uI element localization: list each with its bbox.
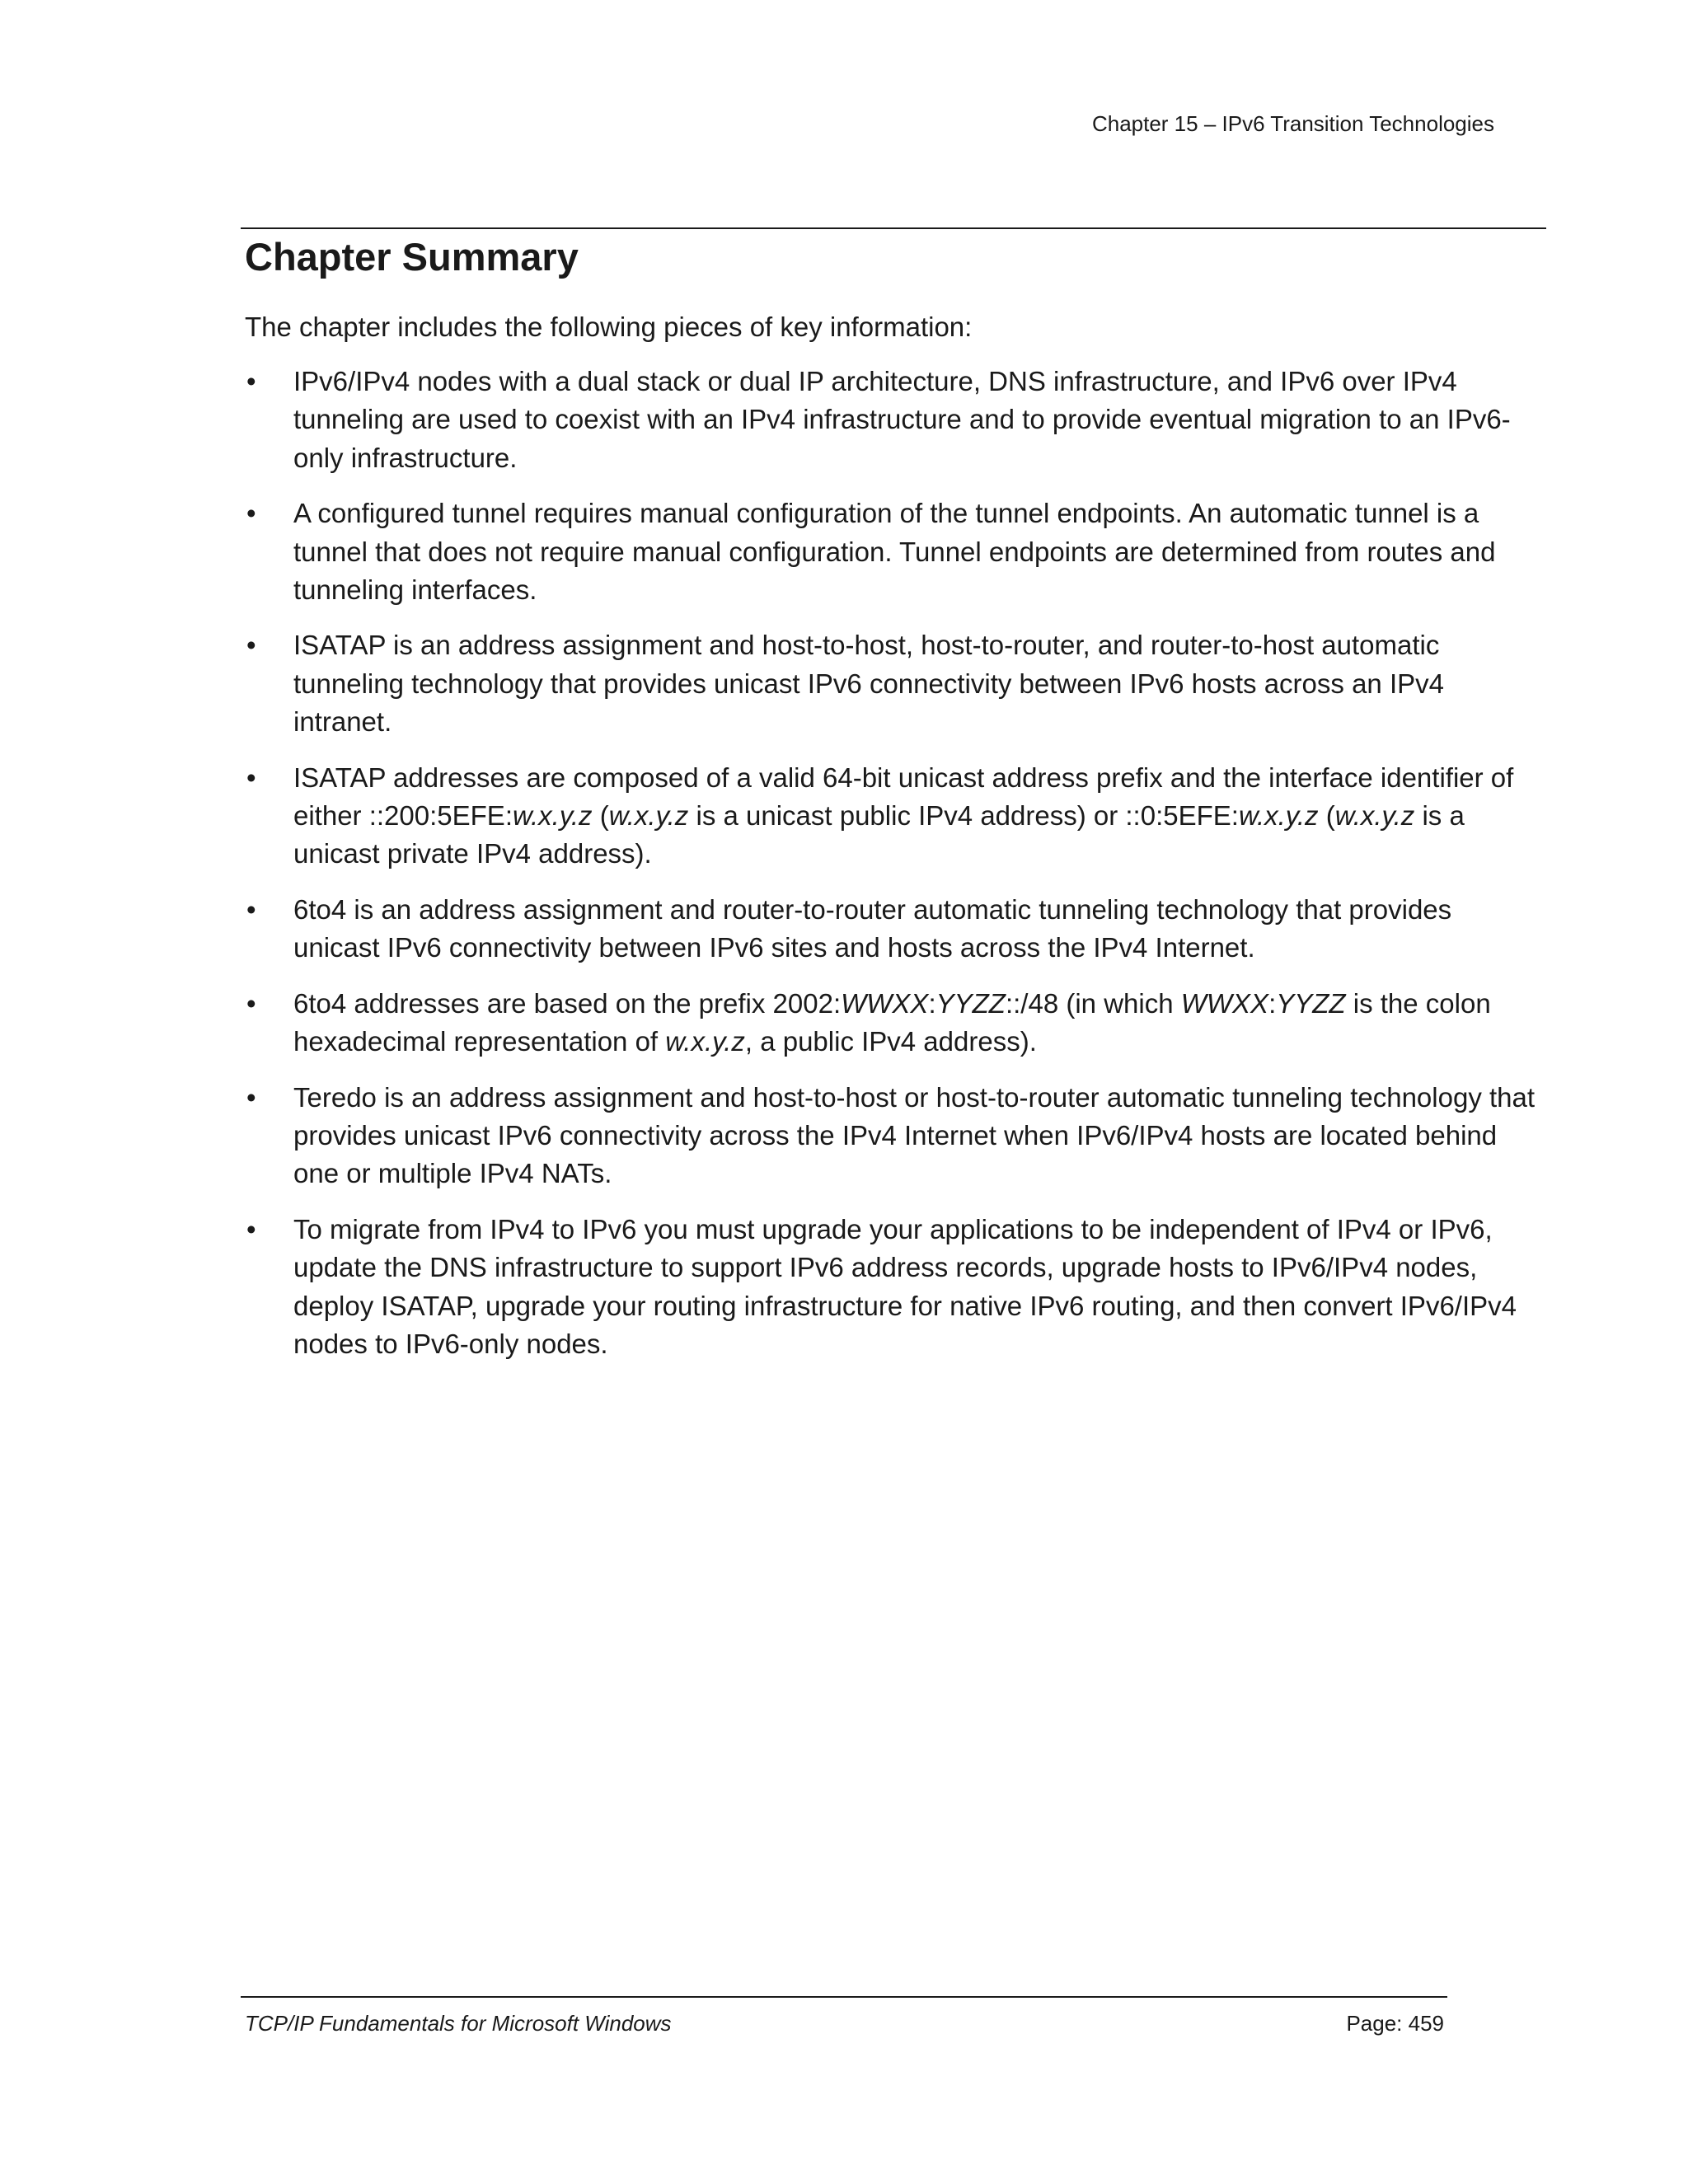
header-rule <box>241 227 1546 229</box>
text-run: intranet. <box>293 706 392 738</box>
bullet-item <box>245 891 1555 968</box>
bullet-text-line <box>293 401 1555 438</box>
bullet-text-line <box>293 1023 1555 1061</box>
text-run: hexadecimal representation of <box>293 1026 666 1057</box>
italic-term: YYZZ <box>1276 987 1346 1019</box>
italic-term: WWXX <box>1180 987 1269 1019</box>
text-run: unicast private IPv4 address). <box>293 838 652 869</box>
text-run: IPv6/IPv4 nodes with a dual stack or dual IP architecture, DNS infrastructure, and IPv6 over IPv4 <box>293 366 1457 396</box>
text-run: update the DNS infrastructure to support IPv6 address records, upgrade hosts to IPv6/IPv4 nodes, <box>293 1252 1478 1283</box>
text-run: either ::200:5EFE: <box>293 800 513 832</box>
bullet-dot-icon: • <box>246 1081 256 1113</box>
bullet-dot-icon: • <box>246 1213 256 1244</box>
bullet-text-line <box>293 665 1555 703</box>
bullet-item <box>245 985 1555 1062</box>
text-run: tunneling technology that provides unicast IPv6 connectivity between IPv6 hosts across an IPv4 <box>293 668 1444 699</box>
text-run: : <box>1268 987 1277 1019</box>
bullet-text-line <box>293 835 1555 873</box>
text-run: ( <box>1318 800 1335 832</box>
text-run: unicast IPv6 connectivity between IPv6 sites and hosts across the IPv4 Internet. <box>293 932 1255 963</box>
bullet-text-line <box>293 929 1555 967</box>
bullet-text-line <box>293 626 1555 664</box>
footer-book-title: TCP/IP Fundamentals for Microsoft Windows <box>245 2011 672 2036</box>
italic-term: w.x.y.z <box>512 800 593 832</box>
text-run: , a public IPv4 address). <box>744 1026 1037 1057</box>
text-run: nodes to IPv6-only nodes. <box>293 1328 608 1359</box>
text-run: tunneling interfaces. <box>293 574 537 606</box>
text-run: is a <box>1414 800 1465 832</box>
bullet-item <box>245 363 1555 477</box>
bullet-dot-icon: • <box>246 366 256 396</box>
text-run: tunneling are used to coexist with an IPv4 infrastructure and to provide eventual migration to an IPv6- <box>293 404 1511 435</box>
text-run: only infrastructure. <box>293 442 518 473</box>
bullet-text-line <box>293 1287 1555 1325</box>
text-run: deploy ISATAP, upgrade your routing infrastructure for native IPv6 routing, and then convert IPv6/IPv4 <box>293 1290 1517 1321</box>
text-run: provides unicast IPv6 connectivity across the IPv4 Internet when IPv6/IPv4 hosts are located behind <box>293 1119 1498 1151</box>
section-title: Chapter Summary <box>245 235 579 279</box>
bullet-dot-icon: • <box>246 630 256 661</box>
text-run: : <box>928 987 936 1019</box>
footer-page-number: Page: 459 <box>1346 2011 1444 2036</box>
italic-term: w.x.y.z <box>1334 800 1415 832</box>
text-run: Teredo is an address assignment and host-to-host or host-to-router automatic tunneling technology that <box>293 1081 1536 1113</box>
bullet-text-line <box>293 759 1555 797</box>
bullet-dot-icon: • <box>246 498 256 529</box>
bullet-list <box>245 363 1555 1380</box>
italic-term: w.x.y.z <box>665 1026 745 1057</box>
bullet-item <box>245 494 1555 609</box>
bullet-item <box>245 1079 1555 1193</box>
bullet-item <box>245 1211 1555 1364</box>
bullet-text-line <box>293 533 1555 571</box>
bullet-dot-icon: • <box>246 893 256 925</box>
intro-paragraph: The chapter includes the following pieces of key information: <box>245 312 973 342</box>
italic-term: w.x.y.z <box>608 800 689 832</box>
bullet-text-line <box>293 1079 1555 1117</box>
bullet-text-line <box>293 1325 1555 1363</box>
italic-term: YYZZ <box>935 987 1006 1019</box>
italic-term: w.x.y.z <box>1238 800 1319 832</box>
text-run: ISATAP is an address assignment and host-to-host, host-to-router, and router-to-host automatic <box>293 630 1440 661</box>
text-run: ::/48 (in which <box>1005 987 1181 1019</box>
bullet-text-line <box>293 891 1555 929</box>
footer-rule <box>241 1996 1447 1998</box>
italic-term: WWXX <box>841 987 929 1019</box>
bullet-text-line <box>293 985 1555 1023</box>
bullet-text-line <box>293 1249 1555 1286</box>
bullet-item <box>245 626 1555 741</box>
text-run: A configured tunnel requires manual configuration of the tunnel endpoints. An automatic tunnel is a <box>293 498 1479 529</box>
text-run: is the colon <box>1345 987 1491 1019</box>
running-header: Chapter 15 – IPv6 Transition Technologies <box>1091 111 1494 136</box>
text-run: 6to4 is an address assignment and router-to-router automatic tunneling technology that provides <box>293 893 1452 925</box>
bullet-text-line <box>293 703 1555 741</box>
bullet-text-line <box>293 1211 1555 1249</box>
text-run: ISATAP addresses are composed of a valid 64-bit unicast address prefix and the interface identifier of <box>293 762 1514 793</box>
text-run: one or multiple IPv4 NATs. <box>293 1158 612 1189</box>
bullet-text-line <box>293 571 1555 609</box>
text-run: tunnel that does not require manual configuration. Tunnel endpoints are determined from routes and <box>293 536 1496 567</box>
bullet-text-line <box>293 439 1555 477</box>
bullet-item <box>245 759 1555 874</box>
text-run: To migrate from IPv4 to IPv6 you must upgrade your applications to be independent of IPv4 or IPv6, <box>293 1213 1493 1244</box>
bullet-text-line <box>293 797 1555 835</box>
bullet-text-line <box>293 494 1555 532</box>
bullet-text-line <box>293 1155 1555 1193</box>
bullet-dot-icon: • <box>246 762 256 793</box>
bullet-text-line <box>293 363 1555 401</box>
bullet-dot-icon: • <box>246 987 256 1019</box>
bullet-text-line <box>293 1117 1555 1155</box>
text-run: is a unicast public IPv4 address) or ::0:5EFE: <box>688 800 1239 832</box>
text-run: 6to4 addresses are based on the prefix 2002: <box>293 987 842 1019</box>
text-run: ( <box>592 800 609 832</box>
